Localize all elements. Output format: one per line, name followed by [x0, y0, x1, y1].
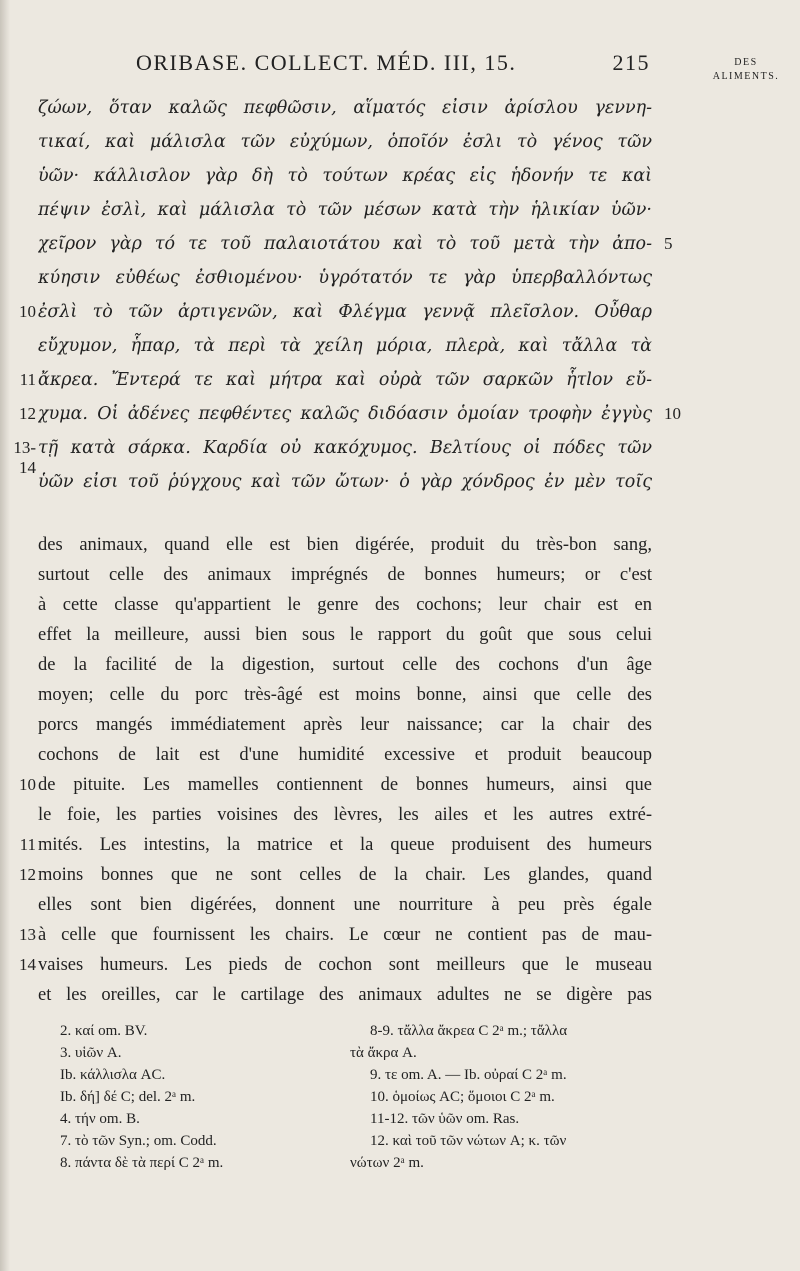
- greek-line: πέψιν ἐσλὶ, καὶ μάλισλα τὸ τῶν μέσων κατὰ τὴν ἡλικίαν ὑῶν·: [38, 200, 652, 220]
- apparatus-note: Ib. δή] δέ C; del. 2ᵃ m.: [60, 1089, 196, 1105]
- greek-line-number: 11: [19, 370, 36, 389]
- greek-line: χεῖρον γὰρ τό τε τοῦ παλαιοτάτου καὶ τὸ τοῦ μετὰ τὴν ἀπο-: [38, 234, 652, 254]
- apparatus-note: 4. τήν om. B.: [60, 1111, 140, 1127]
- french-line-number: 10: [19, 775, 36, 794]
- french-line: vaises humeurs. Les pieds de cochon sont meilleurs que le museau: [38, 955, 652, 975]
- running-title: ORIBASE. COLLECT. MÉD. III, 15.: [136, 50, 517, 75]
- greek-line: ἐσλὶ τὸ τῶν ἀρτιγενῶν, καὶ Φλέγμα γεννᾷ πλεῖσλον. Οὖθαρ: [38, 302, 652, 322]
- french-line: des animaux, quand elle est bien digérée, produit du très-bon sang,: [38, 535, 652, 555]
- margin-section-label: [696, 56, 796, 84]
- apparatus-note: νώτων 2ᵃ m.: [350, 1155, 424, 1171]
- french-line: porcs mangés immédiatement après leur naissance; car la chair des: [38, 715, 652, 735]
- margin-label-line-2: ALIMENTS.: [712, 71, 780, 82]
- apparatus-note: 3. υἱῶν A.: [60, 1045, 122, 1061]
- french-line: de la facilité de la digestion, surtout celle des cochons d'un âge: [38, 655, 652, 675]
- french-line-number: 13: [19, 925, 36, 944]
- french-line: effet la meilleure, aussi bien sous le rapport du goût que sous celui: [38, 625, 652, 645]
- apparatus-note: 8. πάντα δὲ τὰ περί C 2ᵃ m.: [60, 1155, 224, 1171]
- greek-line-number: 13-14: [13, 438, 36, 477]
- greek-verse-number: 10: [664, 404, 681, 423]
- french-line: cochons de lait est d'une humidité excessive et produit beaucoup: [38, 745, 652, 765]
- apparatus-note: 11-12. τῶν ὑῶν om. Ras.: [370, 1111, 520, 1127]
- french-line: et les oreilles, car le cartilage des animaux adultes ne se digère pas: [38, 985, 652, 1005]
- french-line-number: 14: [19, 955, 36, 974]
- greek-line: τικαί, καὶ μάλισλα τῶν εὐχύμων, ὁποῖόν ἐσλι τὸ γένος τῶν: [38, 132, 652, 152]
- greek-line: ζώων, ὅταν καλῶς πεφθῶσιν, αἵματός εἰσιν ἀρίσλου γεννη-: [38, 98, 652, 118]
- apparatus-note: 7. τὸ τῶν Syn.; om. Codd.: [60, 1133, 217, 1149]
- french-line-number: 12: [19, 865, 36, 884]
- apparatus-note: 2. καί om. BV.: [60, 1023, 148, 1039]
- apparatus-note: τὰ ἄκρα A.: [350, 1045, 417, 1061]
- french-line: de pituite. Les mamelles contiennent de bonnes humeurs, ainsi que: [38, 775, 652, 795]
- apparatus-note: Ib. κάλλισλα AC.: [60, 1067, 166, 1083]
- greek-line: κύησιν εὐθέως ἐσθιομένου· ὑγρότατόν τε γὰρ ὑπερβαλλόντως: [38, 268, 652, 288]
- french-line: elles sont bien digérées, donnent une nourriture à peu près égale: [38, 895, 652, 915]
- greek-line: εὔχυμον, ἧπαρ, τὰ περὶ τὰ χείλη μόρια, πλερὰ, καὶ τἄλλα τὰ: [38, 336, 652, 356]
- margin-label-line-1: DES: [734, 57, 758, 68]
- french-line: moins bonnes que ne sont celles de la chair. Les glandes, quand: [38, 865, 652, 885]
- apparatus-note: 8-9. τἄλλα ἄκρεα C 2ᵃ m.; τἄλλα: [370, 1023, 568, 1039]
- french-line: surtout celle des animaux imprégnés de bonnes humeurs; or c'est: [38, 565, 652, 585]
- greek-line: ἄκρεα. Ἔντερά τε καὶ μήτρα καὶ οὐρὰ τῶν σαρκῶν ἧτlον εὔ-: [38, 370, 652, 390]
- greek-line: ὑῶν εἰσι τοῦ ῥύγχους καὶ τῶν ὤτων· ὁ γὰρ χόνδρος ἐν μὲν τοῖς: [38, 472, 652, 492]
- french-line-number: 11: [19, 835, 36, 854]
- greek-verse-number: 5: [664, 234, 673, 253]
- page-number: 215: [612, 50, 650, 75]
- french-line: à celle que fournissent les chairs. Le cœur ne contient pas de mau-: [38, 925, 652, 945]
- french-line: le foie, les parties voisines des lèvres, les ailes et les autres extré-: [38, 805, 652, 825]
- greek-line: χυμα. Οἱ ἀδένες πεφθέντες καλῶς διδόασιν ὁμοίαν τροφὴν ἐγγὺς: [38, 404, 652, 424]
- apparatus-note: 9. τε om. A. — Ib. οὐραί C 2ᵃ m.: [370, 1067, 567, 1083]
- greek-line-number: 10: [19, 302, 36, 321]
- greek-line: ὑῶν· κάλλισλον γὰρ δὴ τὸ τούτων κρέας εἰς ἡδονήν τε καὶ: [38, 166, 652, 186]
- greek-line: τῇ κατὰ σάρκα. Καρδία οὐ κακόχυμος. Βελτίους οἱ πόδες τῶν: [38, 438, 652, 458]
- french-line: mités. Les intestins, la matrice et la queue produisent des humeurs: [38, 835, 652, 855]
- apparatus-note: 12. καὶ τοῦ τῶν νώτων A; κ. τῶν: [370, 1133, 567, 1149]
- running-header: [136, 50, 650, 78]
- apparatus-note: 10. ὁμοίως AC; ὅμοιοι C 2ᵃ m.: [370, 1089, 555, 1105]
- french-line: moyen; celle du porc très-âgé est moins bonne, ainsi que celle des: [38, 685, 652, 705]
- french-line: à cette classe qu'appartient le genre des cochons; leur chair est en: [38, 595, 652, 615]
- page-gutter-shadow: [0, 0, 10, 1271]
- greek-line-number: 12: [19, 404, 36, 423]
